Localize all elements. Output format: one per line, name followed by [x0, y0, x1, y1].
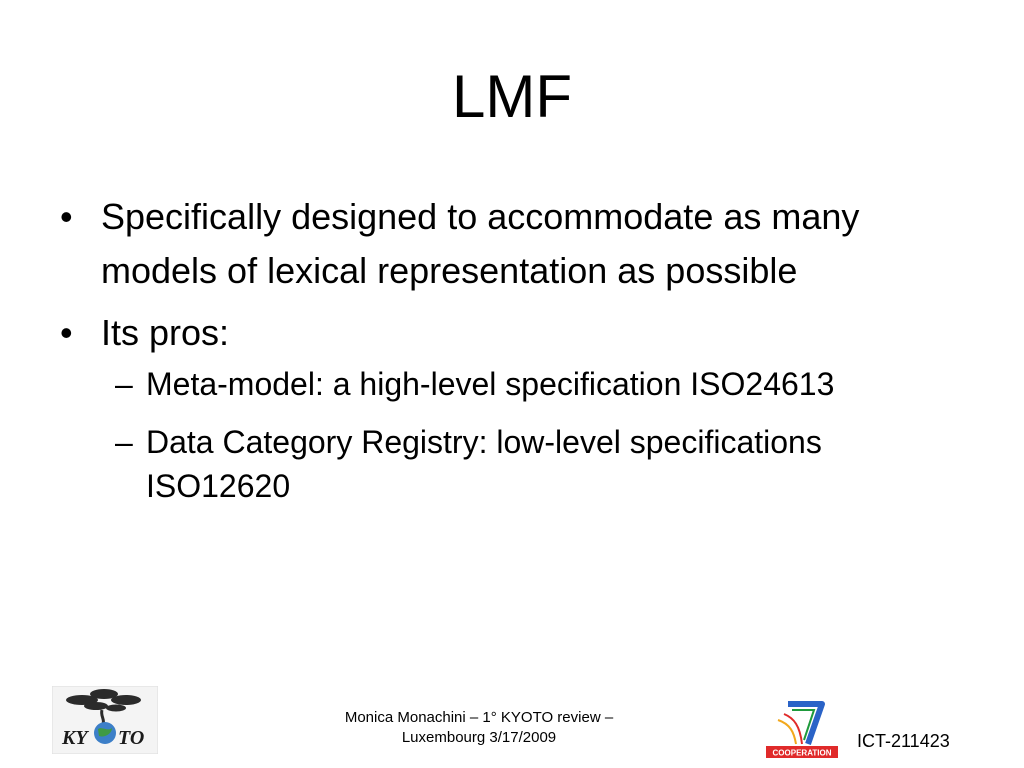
svg-text:TO: TO [118, 727, 145, 749]
svg-text:KY: KY [62, 727, 88, 749]
sub-bullet-item [101, 362, 956, 406]
sub-bullet-marker: – [115, 366, 133, 402]
bullet-marker: • [60, 312, 73, 353]
kyoto-logo [52, 686, 158, 754]
sub-bullet-marker: – [115, 424, 133, 460]
fp7-cooperation-logo [764, 700, 840, 760]
bullet-list [56, 190, 956, 522]
bullet-text: Its pros: [101, 312, 230, 353]
bullet-text: Specifically designed to accommodate as many models of lexical representation as possible [101, 196, 860, 291]
bullet-item [56, 306, 956, 508]
footer-credit [300, 708, 658, 748]
bullet-marker: • [60, 196, 73, 237]
sub-bullet-text: Data Category Registry: low-level specifications ISO12620 [146, 424, 822, 504]
slide-title: LMF [452, 63, 572, 130]
footer-credit-line2: Luxembourg 3/17/2009 [401, 729, 557, 746]
svg-text:COOPERATION: COOPERATION [772, 748, 832, 758]
project-code: ICT-211423 [857, 731, 950, 751]
sub-bullet-item [101, 420, 956, 508]
footer-credit-line1: Monica Monachini – 1° KYOTO review – [344, 709, 614, 726]
sub-bullet-text: Meta-model: a high-level specification ISO24613 [146, 366, 835, 402]
bullet-item [56, 190, 956, 298]
sub-bullet-list [101, 362, 956, 508]
